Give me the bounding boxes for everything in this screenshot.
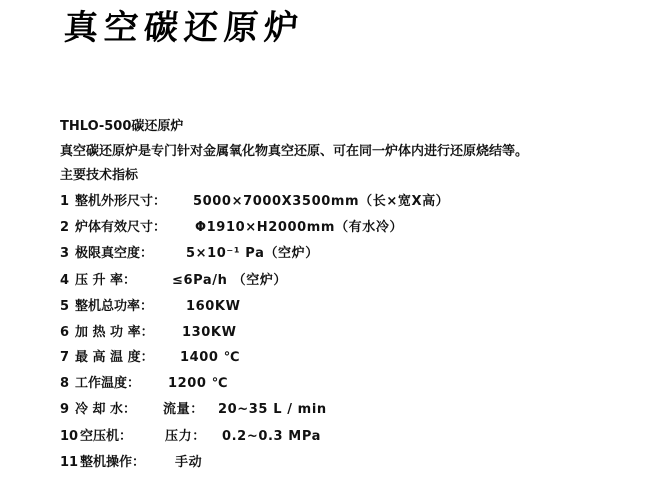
spec-label: 整机总功率： — [75, 299, 154, 314]
spec-value: Φ1910×H2000mm（有水冷） — [195, 220, 404, 235]
spec-row — [60, 350, 620, 366]
spec-number: 2 — [60, 220, 70, 235]
spec-value: 130KW — [182, 325, 237, 340]
spec-label: 炉体有效尺寸： — [75, 220, 167, 235]
spec-row — [60, 246, 620, 262]
spec-row — [60, 194, 620, 210]
spec-value: 5×10⁻¹ Pa（空炉） — [186, 246, 319, 261]
spec-label: 空压机： — [80, 429, 133, 444]
spec-number: 4 — [60, 273, 70, 288]
spec-label: 整机外形尺寸： — [75, 194, 167, 209]
spec-value: 0.2~0.3 MPa — [222, 429, 321, 444]
spec-number: 11 — [60, 455, 79, 470]
spec-label: 冷 却 水： — [75, 402, 137, 417]
product-description: 真空碳还原炉是专门针对金属氧化物真空还原、可在同一炉体内进行还原烧结等。 — [60, 144, 529, 159]
spec-number: 3 — [60, 246, 70, 261]
spec-number: 7 — [60, 350, 70, 365]
spec-row — [60, 220, 620, 236]
spec-row — [60, 299, 620, 315]
spec-row — [60, 325, 620, 341]
spec-value: 1200 ℃ — [168, 376, 229, 391]
spec-row — [60, 273, 620, 289]
spec-number: 10 — [60, 429, 79, 444]
spec-label: 最 高 温 度： — [75, 350, 154, 365]
spec-number: 1 — [60, 194, 70, 209]
spec-label: 工作温度： — [75, 376, 141, 391]
spec-row — [60, 429, 620, 445]
spec-value: 5000×7000X3500mm（长×宽X高） — [193, 194, 450, 209]
spec-label: 压 升 率： — [75, 273, 137, 288]
spec-number: 9 — [60, 402, 70, 417]
spec-value: 160KW — [186, 299, 241, 314]
spec-row — [60, 402, 620, 418]
spec-sub-label: 压力： — [165, 429, 206, 444]
spec-number: 6 — [60, 325, 70, 340]
model-name: THLO-500碳还原炉 — [60, 119, 184, 134]
page-title: 真空碳还原炉 — [62, 8, 306, 48]
spec-row — [60, 455, 620, 471]
specs-heading: 主要技术指标 — [60, 168, 139, 183]
spec-number: 8 — [60, 376, 70, 391]
spec-number: 5 — [60, 299, 70, 314]
spec-label: 加 热 功 率： — [75, 325, 154, 340]
spec-value: 20~35 L / min — [218, 402, 327, 417]
spec-row — [60, 376, 620, 392]
spec-value: 手动 — [175, 455, 203, 470]
spec-label: 整机操作： — [80, 455, 146, 470]
spec-value: 1400 ℃ — [180, 350, 241, 365]
spec-value: ≤6Pa/h （空炉） — [172, 273, 288, 288]
spec-label: 极限真空度： — [75, 246, 154, 261]
spec-sub-label: 流量： — [163, 402, 204, 417]
